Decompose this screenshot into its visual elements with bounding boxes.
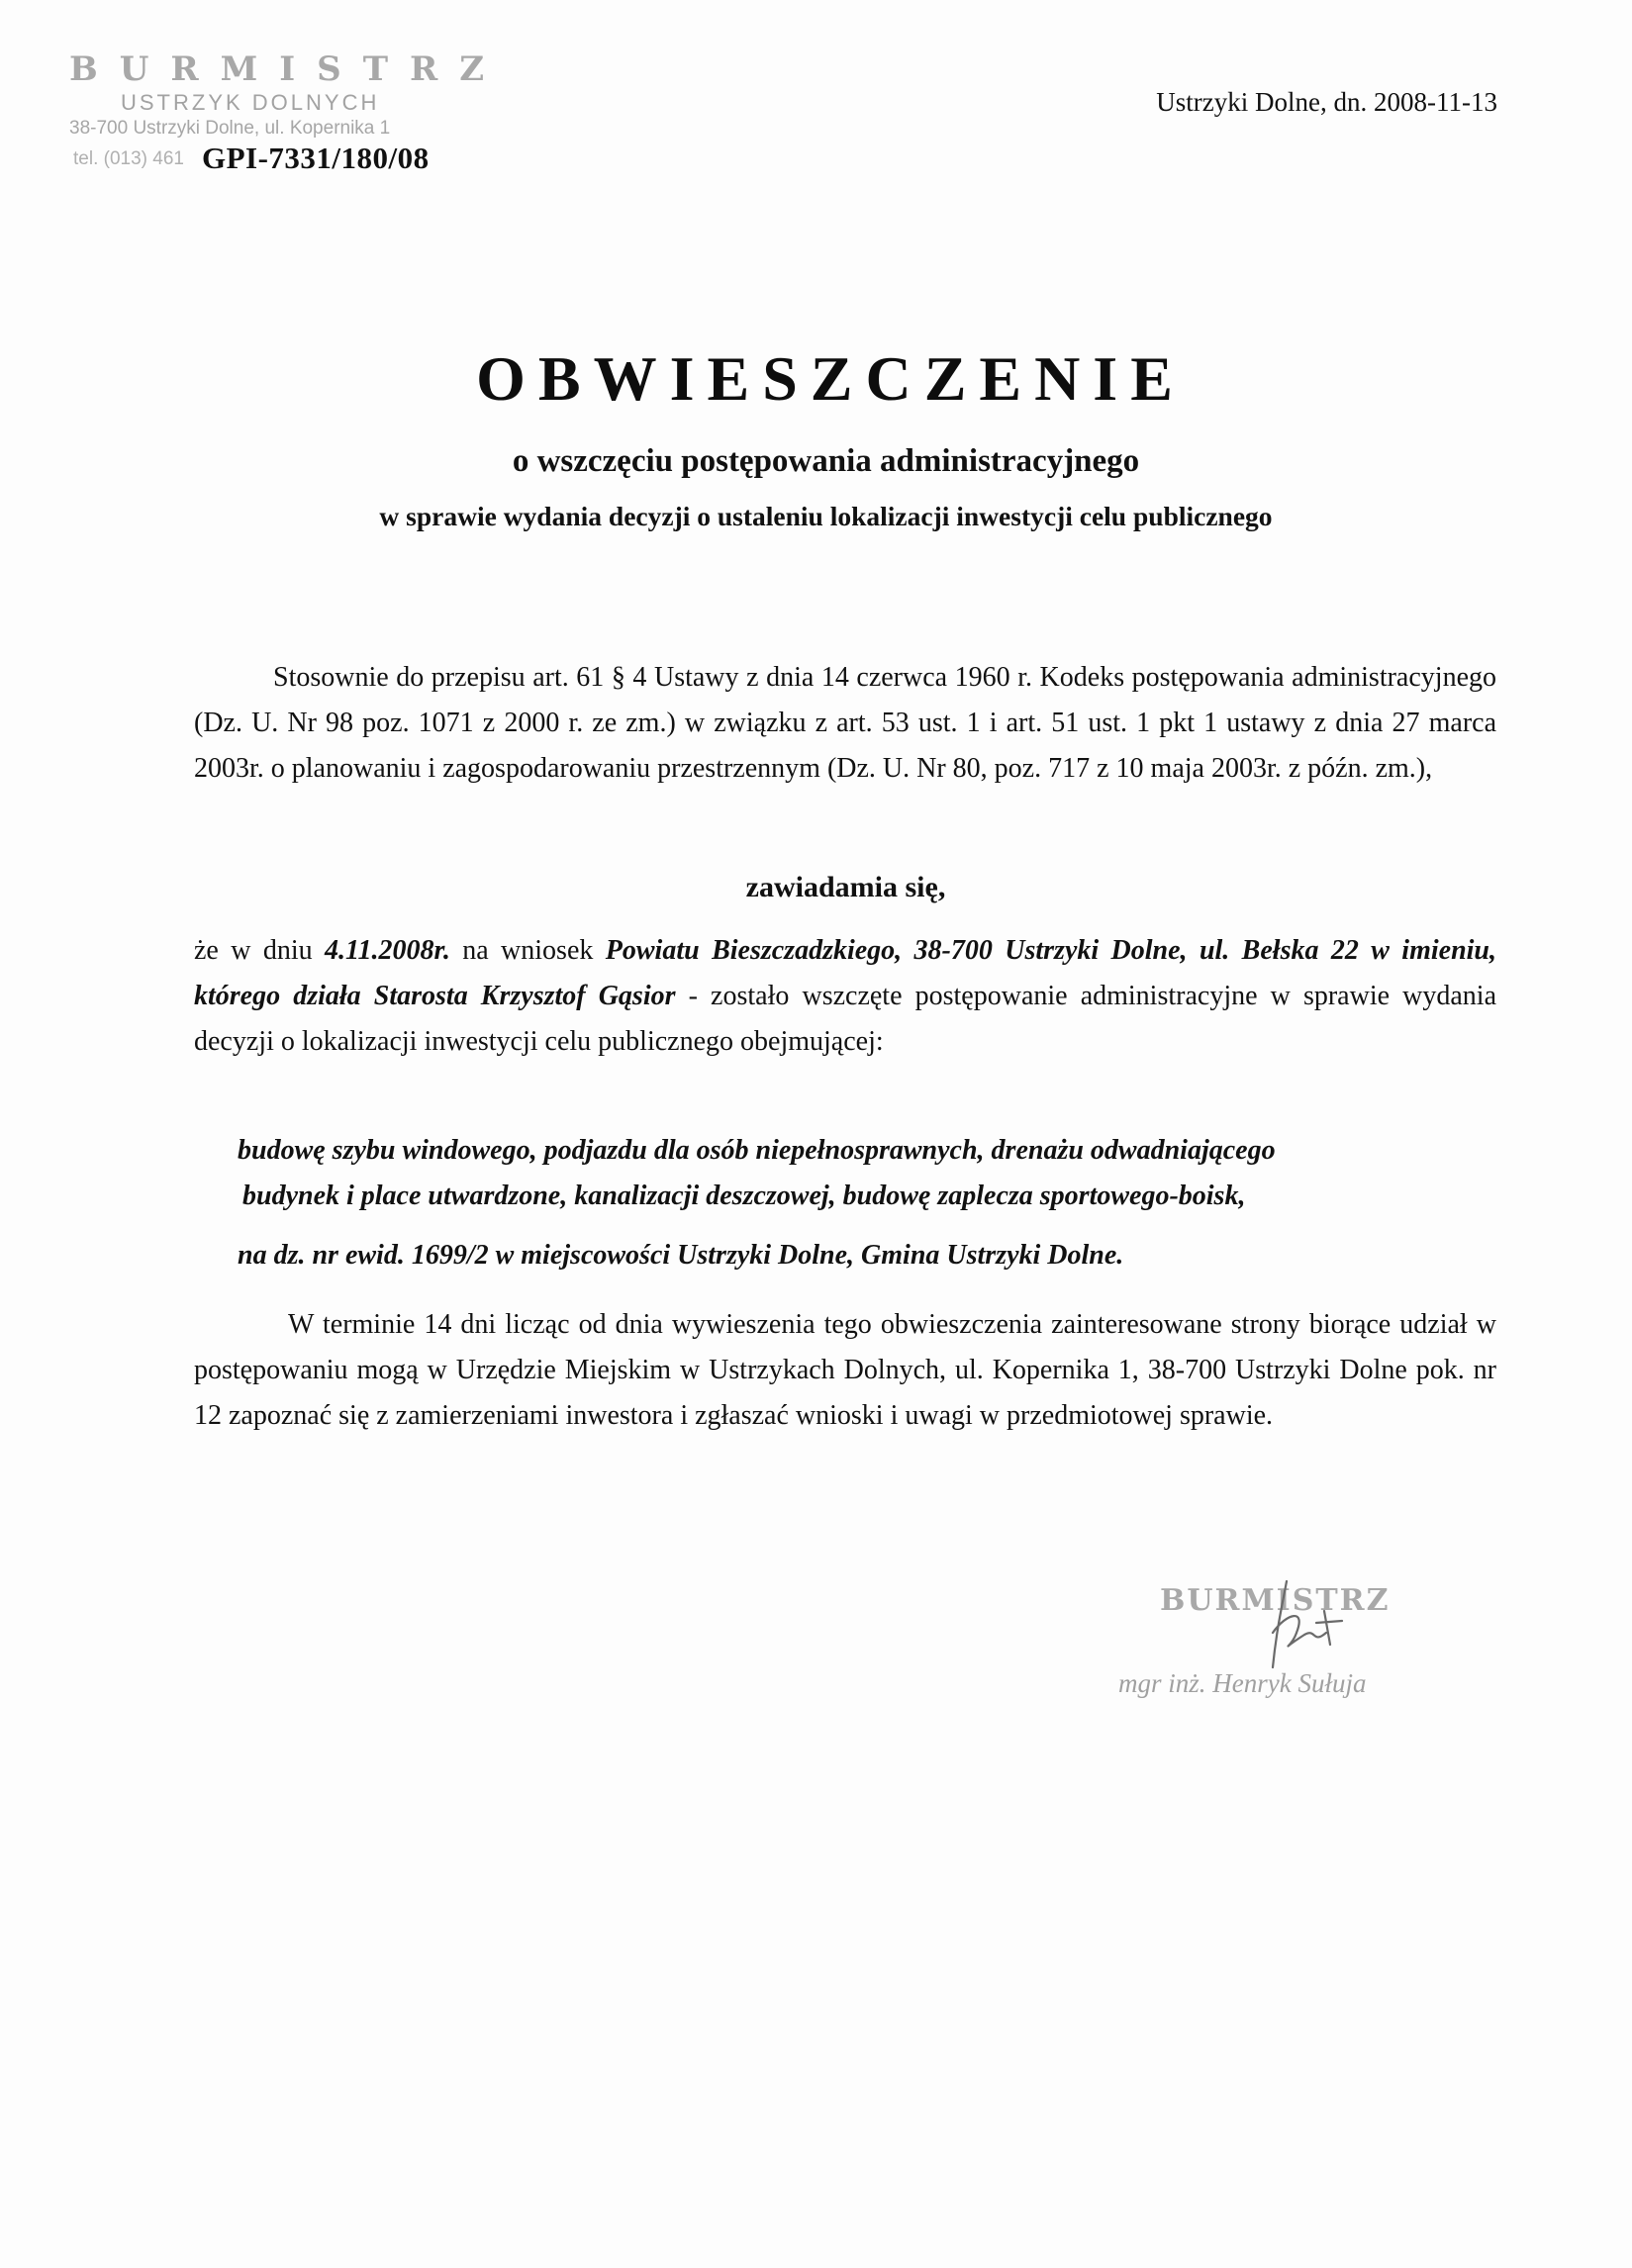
initiation-paragraph bbox=[194, 928, 1496, 1065]
applicant: Powiatu Bieszczadzkiego, 38-700 Ustrzyki Dolne, ul. Bełska 22 w imieniu, którego działa Starosta Krzysztof Gąsior bbox=[194, 935, 1496, 1011]
investment-scope bbox=[238, 1128, 1494, 1278]
place-date: Ustrzyki Dolne, dn. 2008-11-13 bbox=[1156, 87, 1497, 117]
stamp-city: USTRZYK DOLNYCH bbox=[121, 90, 380, 115]
signature-stamp-title: BURMISTRZ bbox=[1160, 1583, 1391, 1618]
deadline-paragraph: W terminie 14 dni licząc od dnia wywieszenia tego obwieszczenia zainteresowane strony biorące udział w postępowaniu mogą w Urzędzie Miejskim w Ustrzykach Dolnych, ul. Kopernika 1, 38-700 Ustrzyki Dolne pok. nr 12 zapoznać się z zamierzeniami inwestora i zgłaszać wnioski i uwagi w przedmiotowej sprawie. bbox=[194, 1309, 1496, 1431]
notifies-heading: zawiadamia się, bbox=[745, 871, 946, 903]
handwritten-signature bbox=[1247, 1573, 1356, 1682]
document-title: OBWIESZCZENIE bbox=[476, 343, 1186, 414]
scope-line-3: na dz. nr ewid. 1699/2 w miejscowości Ustrzyki Dolne, Gmina Ustrzyki Dolne. bbox=[238, 1240, 1124, 1271]
stamp-phone-row bbox=[69, 141, 485, 176]
stamp-phone: tel. (013) 461 bbox=[73, 148, 184, 169]
signatory-name: mgr inż. Henryk Sułuja bbox=[1118, 1668, 1367, 1698]
stamp-title: BURMISTRZ bbox=[69, 49, 507, 89]
scope-line-1: budowę szybu windowego, podjazdu dla osób niepełnosprawnych, drenażu odwadniającego bbox=[238, 1135, 1276, 1166]
stamp-address: 38-700 Ustrzyki Dolne, ul. Kopernika 1 bbox=[69, 118, 391, 139]
initiation-suffix: - zostało wszczęte postępowanie administracyjne w sprawie wydania decyzji o lokalizacji inwestycji celu publicznego obejmującej: bbox=[194, 981, 1496, 1057]
signature-block bbox=[1118, 1573, 1455, 1722]
initiation-middle: na wniosek bbox=[462, 935, 594, 966]
initiation-date: 4.11.2008r. bbox=[325, 935, 450, 966]
document-subject: w sprawie wydania decyzji o ustaleniu lokalizacji inwestycji celu publicznego bbox=[379, 501, 1273, 531]
document-subtitle: o wszczęciu postępowania administracyjnego bbox=[512, 443, 1140, 479]
legal-basis-paragraph: Stosownie do przepisu art. 61 § 4 Ustawy z dnia 14 czerwca 1960 r. Kodeks postępowania administracyjnego (Dz. U. Nr 98 poz. 1071 z 2000 r. ze zm.) w związku z art. 53 ust. 1 i art. 51 ust. 1 pkt 1 ustawy z dnia 27 marca 2003r. o planowaniu i zagospodarowaniu przestrzennym (Dz. U. Nr 80, poz. 717 z 10 maja 2003r. z późn. zm.), bbox=[194, 662, 1496, 784]
office-stamp bbox=[69, 49, 507, 176]
reference-number: GPI-7331/180/08 bbox=[202, 141, 430, 175]
initiation-prefix: że w dniu bbox=[194, 935, 313, 966]
scope-line-2: budynek i place utwardzone, kanalizacji deszczowej, budowę zaplecza sportowego-boisk, bbox=[242, 1181, 1246, 1211]
